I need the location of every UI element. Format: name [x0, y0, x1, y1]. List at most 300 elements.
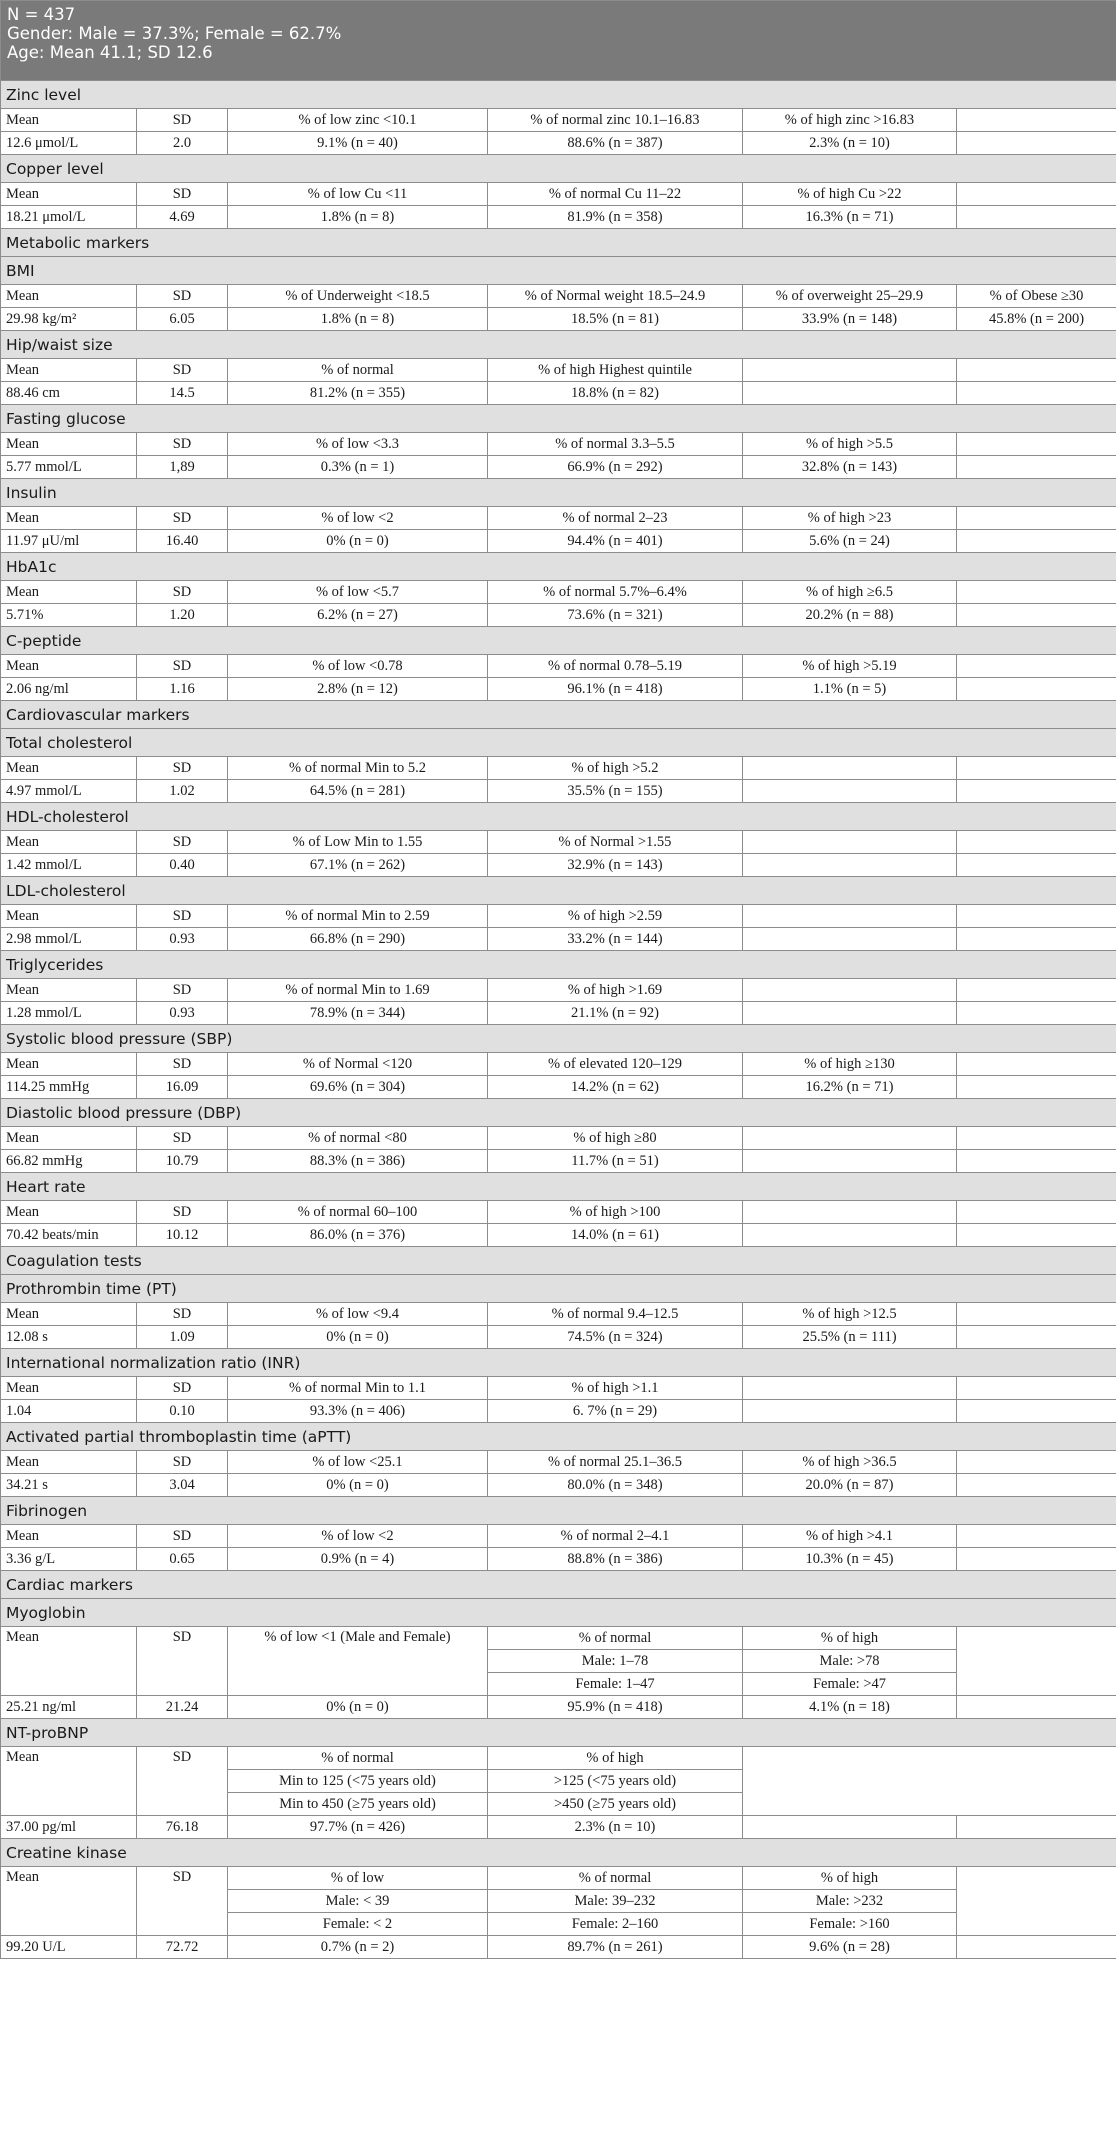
header-cell-empty	[957, 433, 1116, 456]
sd-label: SD	[137, 1201, 228, 1224]
section-title: Zinc level	[1, 81, 1116, 109]
range-label: % of high >100	[488, 1201, 743, 1224]
percentage-value: 0.3% (n = 1)	[228, 456, 488, 479]
values-row	[1, 530, 1116, 553]
column-labels-row	[1, 1451, 1116, 1474]
sd-label: SD	[137, 507, 228, 530]
header-cell-empty	[957, 757, 1116, 780]
percentage-value: 20.0% (n = 87)	[743, 1474, 957, 1497]
range-label: % of elevated 120–129	[488, 1053, 743, 1076]
values-row	[1, 456, 1116, 479]
percentage-value: 88.6% (n = 387)	[488, 132, 743, 155]
percentage-value: 80.0% (n = 348)	[488, 1474, 743, 1497]
percentage-value: 4.1% (n = 18)	[743, 1696, 957, 1719]
value-cell-empty	[743, 854, 957, 877]
section-title: Systolic blood pressure (SBP)	[1, 1025, 1116, 1053]
header-cell-empty	[743, 905, 957, 928]
group-heading-row	[1, 1247, 1116, 1275]
range-label: % of high >1.1	[488, 1377, 743, 1400]
sd-value: 1,89	[137, 456, 228, 479]
mean-label: Mean	[1, 1627, 137, 1696]
column-labels-row	[1, 1867, 1116, 1890]
range-label: % of normal	[228, 359, 488, 382]
range-label: % of overweight 25–29.9	[743, 285, 957, 308]
value-cell-empty	[957, 530, 1116, 553]
values-row	[1, 1150, 1116, 1173]
percentage-value: 1.8% (n = 8)	[228, 308, 488, 331]
range-sublabel: Male: < 39	[228, 1890, 488, 1913]
value-cell-empty	[957, 1548, 1116, 1571]
range-label: % of high >12.5	[743, 1303, 957, 1326]
header-cell-empty	[957, 1525, 1116, 1548]
mean-label: Mean	[1, 1201, 137, 1224]
section-title: C-peptide	[1, 627, 1116, 655]
header-cell-empty	[957, 581, 1116, 604]
range-label: % of Normal <120	[228, 1053, 488, 1076]
mean-label: Mean	[1, 1127, 137, 1150]
value-cell-empty	[957, 1400, 1116, 1423]
mean-label: Mean	[1, 979, 137, 1002]
header-cell-empty	[957, 1451, 1116, 1474]
mean-value: 12.6 μmol/L	[1, 132, 137, 155]
section-title: Creatine kinase	[1, 1839, 1116, 1867]
percentage-value: 86.0% (n = 376)	[228, 1224, 488, 1247]
percentage-value: 0% (n = 0)	[228, 1696, 488, 1719]
percentage-value: 16.3% (n = 71)	[743, 206, 957, 229]
header-cell-empty	[743, 359, 957, 382]
sd-value: 16.09	[137, 1076, 228, 1099]
sd-value: 16.40	[137, 530, 228, 553]
mean-label: Mean	[1, 109, 137, 132]
percentage-value: 94.4% (n = 401)	[488, 530, 743, 553]
values-row	[1, 1076, 1116, 1099]
sd-value: 21.24	[137, 1696, 228, 1719]
group-title: Metabolic markers	[1, 229, 1116, 257]
section-heading-row	[1, 1839, 1116, 1867]
value-cell-empty	[957, 604, 1116, 627]
mean-value: 88.46 cm	[1, 382, 137, 405]
sd-value: 14.5	[137, 382, 228, 405]
section-title: Hip/waist size	[1, 331, 1116, 359]
percentage-value: 6. 7% (n = 29)	[488, 1400, 743, 1423]
column-labels-row	[1, 655, 1116, 678]
sd-value: 0.65	[137, 1548, 228, 1571]
mean-value: 4.97 mmol/L	[1, 780, 137, 803]
gender-distribution: Gender: Male = 37.3%; Female = 62.7%	[7, 24, 342, 43]
range-label: % of high >2.59	[488, 905, 743, 928]
section-heading-row	[1, 1423, 1116, 1451]
values-row	[1, 206, 1116, 229]
sd-label: SD	[137, 183, 228, 206]
range-label: % of normal 2–23	[488, 507, 743, 530]
sd-label: SD	[137, 655, 228, 678]
values-row	[1, 1474, 1116, 1497]
range-label: % of normal Min to 1.69	[228, 979, 488, 1002]
percentage-value: 81.9% (n = 358)	[488, 206, 743, 229]
value-cell-empty	[743, 780, 957, 803]
value-cell-empty	[957, 1224, 1116, 1247]
mean-label: Mean	[1, 183, 137, 206]
section-title: Prothrombin time (PT)	[1, 1275, 1116, 1303]
percentage-value: 9.1% (n = 40)	[228, 132, 488, 155]
range-label: % of normal	[488, 1867, 743, 1890]
table-header-cell	[1, 1, 1116, 81]
percentage-value: 93.3% (n = 406)	[228, 1400, 488, 1423]
range-label: % of normal 9.4–12.5	[488, 1303, 743, 1326]
percentage-value: 81.2% (n = 355)	[228, 382, 488, 405]
column-labels-row	[1, 183, 1116, 206]
header-cell-empty	[957, 979, 1116, 1002]
mean-value: 12.08 s	[1, 1326, 137, 1349]
section-title: Heart rate	[1, 1173, 1116, 1201]
sd-label: SD	[137, 905, 228, 928]
column-labels-row	[1, 1127, 1116, 1150]
sd-label: SD	[137, 1451, 228, 1474]
percentage-value: 2.3% (n = 10)	[743, 132, 957, 155]
range-label: % of high zinc >16.83	[743, 109, 957, 132]
range-label: % of high ≥130	[743, 1053, 957, 1076]
range-label: % of low	[228, 1867, 488, 1890]
section-heading-row	[1, 405, 1116, 433]
range-label: % of low <5.7	[228, 581, 488, 604]
percentage-value: 16.2% (n = 71)	[743, 1076, 957, 1099]
range-label: % of normal 25.1–36.5	[488, 1451, 743, 1474]
mean-value: 18.21 μmol/L	[1, 206, 137, 229]
mean-label: Mean	[1, 507, 137, 530]
percentage-value: 18.8% (n = 82)	[488, 382, 743, 405]
value-cell-empty	[957, 1816, 1116, 1839]
column-labels-row	[1, 433, 1116, 456]
mean-label: Mean	[1, 359, 137, 382]
sd-value: 1.20	[137, 604, 228, 627]
section-heading-row	[1, 1497, 1116, 1525]
range-label: % of high >5.5	[743, 433, 957, 456]
values-row	[1, 854, 1116, 877]
header-cell-empty	[957, 507, 1116, 530]
column-labels-row	[1, 1303, 1116, 1326]
value-cell-empty	[743, 1224, 957, 1247]
values-row	[1, 678, 1116, 701]
mean-value: 37.00 pg/ml	[1, 1816, 137, 1839]
header-cell-empty	[957, 183, 1116, 206]
values-row	[1, 1548, 1116, 1571]
section-heading-row	[1, 331, 1116, 359]
mean-value: 1.28 mmol/L	[1, 1002, 137, 1025]
sd-value: 76.18	[137, 1816, 228, 1839]
range-label: % of low <25.1	[228, 1451, 488, 1474]
section-heading-row	[1, 479, 1116, 507]
range-label: % of high ≥6.5	[743, 581, 957, 604]
mean-label: Mean	[1, 285, 137, 308]
section-heading-row	[1, 627, 1116, 655]
value-cell-empty	[743, 928, 957, 951]
value-cell-empty	[743, 382, 957, 405]
range-sublabel: Female: 2–160	[488, 1913, 743, 1936]
sd-label: SD	[137, 757, 228, 780]
percentage-value: 11.7% (n = 51)	[488, 1150, 743, 1173]
section-title: Total cholesterol	[1, 729, 1116, 757]
mean-value: 114.25 mmHg	[1, 1076, 137, 1099]
column-labels-row	[1, 905, 1116, 928]
group-heading-row	[1, 1571, 1116, 1599]
section-title: LDL-cholesterol	[1, 877, 1116, 905]
value-cell-empty	[957, 382, 1116, 405]
range-sublabel: Female: >47	[743, 1673, 957, 1696]
mean-label: Mean	[1, 581, 137, 604]
value-cell-empty	[957, 132, 1116, 155]
percentage-value: 66.9% (n = 292)	[488, 456, 743, 479]
mean-label: Mean	[1, 831, 137, 854]
range-label: % of low <1 (Male and Female)	[228, 1627, 488, 1696]
sd-value: 10.79	[137, 1150, 228, 1173]
values-row	[1, 382, 1116, 405]
percentage-value: 10.3% (n = 45)	[743, 1548, 957, 1571]
section-heading-row	[1, 1275, 1116, 1303]
mean-value: 2.98 mmol/L	[1, 928, 137, 951]
results-table-body	[1, 1, 1116, 1959]
range-sublabel: Female: >160	[743, 1913, 957, 1936]
percentage-value: 64.5% (n = 281)	[228, 780, 488, 803]
sd-label: SD	[137, 285, 228, 308]
sd-label: SD	[137, 1053, 228, 1076]
percentage-value: 74.5% (n = 324)	[488, 1326, 743, 1349]
mean-value: 5.71%	[1, 604, 137, 627]
mean-label: Mean	[1, 655, 137, 678]
range-label: % of high >5.19	[743, 655, 957, 678]
mean-label: Mean	[1, 433, 137, 456]
value-cell-empty	[743, 1150, 957, 1173]
range-label: % of high	[743, 1867, 957, 1890]
mean-value: 25.21 ng/ml	[1, 1696, 137, 1719]
header-cell-empty	[743, 1127, 957, 1150]
value-cell-empty	[957, 206, 1116, 229]
column-labels-row	[1, 1201, 1116, 1224]
percentage-value: 96.1% (n = 418)	[488, 678, 743, 701]
percentage-value: 78.9% (n = 344)	[228, 1002, 488, 1025]
header-cell-empty	[957, 1053, 1116, 1076]
header-cell-empty	[957, 1627, 1116, 1696]
mean-value: 1.04	[1, 1400, 137, 1423]
percentage-value: 18.5% (n = 81)	[488, 308, 743, 331]
mean-value: 70.42 beats/min	[1, 1224, 137, 1247]
range-label: % of low <2	[228, 1525, 488, 1548]
mean-value: 34.21 s	[1, 1474, 137, 1497]
header-cell-empty	[957, 359, 1116, 382]
percentage-value: 33.9% (n = 148)	[743, 308, 957, 331]
percentage-value: 21.1% (n = 92)	[488, 1002, 743, 1025]
section-heading-row	[1, 729, 1116, 757]
range-label: % of normal <80	[228, 1127, 488, 1150]
section-title: Insulin	[1, 479, 1116, 507]
section-heading-row	[1, 1025, 1116, 1053]
header-cell-empty	[957, 1377, 1116, 1400]
mean-label: Mean	[1, 757, 137, 780]
header-cell-empty	[743, 757, 957, 780]
range-sublabel: Female: < 2	[228, 1913, 488, 1936]
range-sublabel: Min to 450 (≥75 years old)	[228, 1793, 488, 1816]
value-cell-empty	[957, 928, 1116, 951]
range-label: % of low <3.3	[228, 433, 488, 456]
section-title: HDL-cholesterol	[1, 803, 1116, 831]
range-label: % of normal	[488, 1627, 743, 1650]
column-labels-row	[1, 507, 1116, 530]
percentage-value: 0.9% (n = 4)	[228, 1548, 488, 1571]
sd-label: SD	[137, 1303, 228, 1326]
section-title: International normalization ratio (INR)	[1, 1349, 1116, 1377]
group-title: Cardiac markers	[1, 1571, 1116, 1599]
range-sublabel: Male: 39–232	[488, 1890, 743, 1913]
sd-value: 1.09	[137, 1326, 228, 1349]
header-cell-empty	[743, 1201, 957, 1224]
range-sublabel: >125 (<75 years old)	[488, 1770, 743, 1793]
range-label: % of low <9.4	[228, 1303, 488, 1326]
sd-value: 3.04	[137, 1474, 228, 1497]
column-labels-row	[1, 1377, 1116, 1400]
header-cell-empty	[743, 1377, 957, 1400]
percentage-value: 1.1% (n = 5)	[743, 678, 957, 701]
sd-value: 0.93	[137, 928, 228, 951]
sd-label: SD	[137, 1747, 228, 1816]
section-title: Fasting glucose	[1, 405, 1116, 433]
percentage-value: 1.8% (n = 8)	[228, 206, 488, 229]
group-heading-row	[1, 701, 1116, 729]
range-sublabel: Male: >78	[743, 1650, 957, 1673]
percentage-value: 45.8% (n = 200)	[957, 308, 1116, 331]
values-row	[1, 308, 1116, 331]
section-title: Activated partial thromboplastin time (aPTT)	[1, 1423, 1116, 1451]
percentage-value: 69.6% (n = 304)	[228, 1076, 488, 1099]
header-cell-empty	[743, 1747, 1116, 1816]
value-cell-empty	[743, 1002, 957, 1025]
range-label: % of Low Min to 1.55	[228, 831, 488, 854]
percentage-value: 9.6% (n = 28)	[743, 1936, 957, 1959]
sd-label: SD	[137, 1377, 228, 1400]
sd-value: 1.02	[137, 780, 228, 803]
percentage-value: 73.6% (n = 321)	[488, 604, 743, 627]
range-label: % of Obese ≥30	[957, 285, 1116, 308]
values-row	[1, 1002, 1116, 1025]
range-label: % of normal	[228, 1747, 488, 1770]
sd-value: 0.40	[137, 854, 228, 877]
sd-value: 2.0	[137, 132, 228, 155]
value-cell-empty	[743, 1816, 957, 1839]
percentage-value: 32.8% (n = 143)	[743, 456, 957, 479]
percentage-value: 14.0% (n = 61)	[488, 1224, 743, 1247]
sd-label: SD	[137, 1525, 228, 1548]
mean-value: 29.98 kg/m²	[1, 308, 137, 331]
range-label: % of high >4.1	[743, 1525, 957, 1548]
column-labels-row	[1, 1747, 1116, 1770]
mean-label: Mean	[1, 1303, 137, 1326]
section-heading-row	[1, 1099, 1116, 1127]
range-label: % of normal 5.7%–6.4%	[488, 581, 743, 604]
header-cell-empty	[743, 979, 957, 1002]
mean-value: 99.20 U/L	[1, 1936, 137, 1959]
range-label: % of high Highest quintile	[488, 359, 743, 382]
value-cell-empty	[957, 780, 1116, 803]
section-title: BMI	[1, 257, 1116, 285]
percentage-value: 0% (n = 0)	[228, 1474, 488, 1497]
range-sublabel: Min to 125 (<75 years old)	[228, 1770, 488, 1793]
range-label: % of normal Min to 1.1	[228, 1377, 488, 1400]
value-cell-empty	[957, 1326, 1116, 1349]
values-row	[1, 1326, 1116, 1349]
sd-value: 1.16	[137, 678, 228, 701]
sd-label: SD	[137, 359, 228, 382]
values-row	[1, 928, 1116, 951]
section-title: Diastolic blood pressure (DBP)	[1, 1099, 1116, 1127]
column-labels-row	[1, 757, 1116, 780]
mean-value: 2.06 ng/ml	[1, 678, 137, 701]
values-row	[1, 780, 1116, 803]
range-label: % of high >36.5	[743, 1451, 957, 1474]
range-label: % of normal 3.3–5.5	[488, 433, 743, 456]
header-cell-empty	[743, 831, 957, 854]
percentage-value: 20.2% (n = 88)	[743, 604, 957, 627]
mean-label: Mean	[1, 1377, 137, 1400]
age-summary: Age: Mean 41.1; SD 12.6	[7, 43, 213, 62]
section-heading-row	[1, 951, 1116, 979]
range-label: % of high	[488, 1747, 743, 1770]
group-title: Coagulation tests	[1, 1247, 1116, 1275]
range-label: % of normal Cu 11–22	[488, 183, 743, 206]
percentage-value: 0% (n = 0)	[228, 1326, 488, 1349]
range-label: % of high Cu >22	[743, 183, 957, 206]
range-sublabel: >450 (≥75 years old)	[488, 1793, 743, 1816]
table-header-row	[1, 1, 1116, 81]
range-label: % of normal Min to 2.59	[228, 905, 488, 928]
mean-value: 11.97 μU/ml	[1, 530, 137, 553]
section-title: Myoglobin	[1, 1599, 1116, 1627]
percentage-value: 35.5% (n = 155)	[488, 780, 743, 803]
range-label: % of normal 0.78–5.19	[488, 655, 743, 678]
percentage-value: 67.1% (n = 262)	[228, 854, 488, 877]
section-heading-row	[1, 1599, 1116, 1627]
header-cell-empty	[957, 1127, 1116, 1150]
sd-label: SD	[137, 831, 228, 854]
mean-label: Mean	[1, 1525, 137, 1548]
column-labels-row	[1, 979, 1116, 1002]
sample-size: N = 437	[7, 5, 76, 24]
header-cell-empty	[957, 655, 1116, 678]
values-row	[1, 132, 1116, 155]
percentage-value: 6.2% (n = 27)	[228, 604, 488, 627]
range-label: % of high >1.69	[488, 979, 743, 1002]
sd-value: 4.69	[137, 206, 228, 229]
value-cell-empty	[957, 1696, 1116, 1719]
values-row	[1, 1224, 1116, 1247]
header-cell-empty	[957, 1867, 1116, 1936]
percentage-value: 88.3% (n = 386)	[228, 1150, 488, 1173]
mean-value: 66.82 mmHg	[1, 1150, 137, 1173]
section-heading-row	[1, 553, 1116, 581]
sd-label: SD	[137, 1127, 228, 1150]
value-cell-empty	[957, 678, 1116, 701]
range-label: % of normal 2–4.1	[488, 1525, 743, 1548]
section-title: Triglycerides	[1, 951, 1116, 979]
range-label: % of low <0.78	[228, 655, 488, 678]
percentage-value: 0% (n = 0)	[228, 530, 488, 553]
sd-value: 10.12	[137, 1224, 228, 1247]
values-row	[1, 1816, 1116, 1839]
value-cell-empty	[743, 1400, 957, 1423]
percentage-value: 25.5% (n = 111)	[743, 1326, 957, 1349]
range-label: % of normal Min to 5.2	[228, 757, 488, 780]
mean-label: Mean	[1, 1053, 137, 1076]
percentage-value: 14.2% (n = 62)	[488, 1076, 743, 1099]
sd-label: SD	[137, 433, 228, 456]
header-cell-empty	[957, 905, 1116, 928]
